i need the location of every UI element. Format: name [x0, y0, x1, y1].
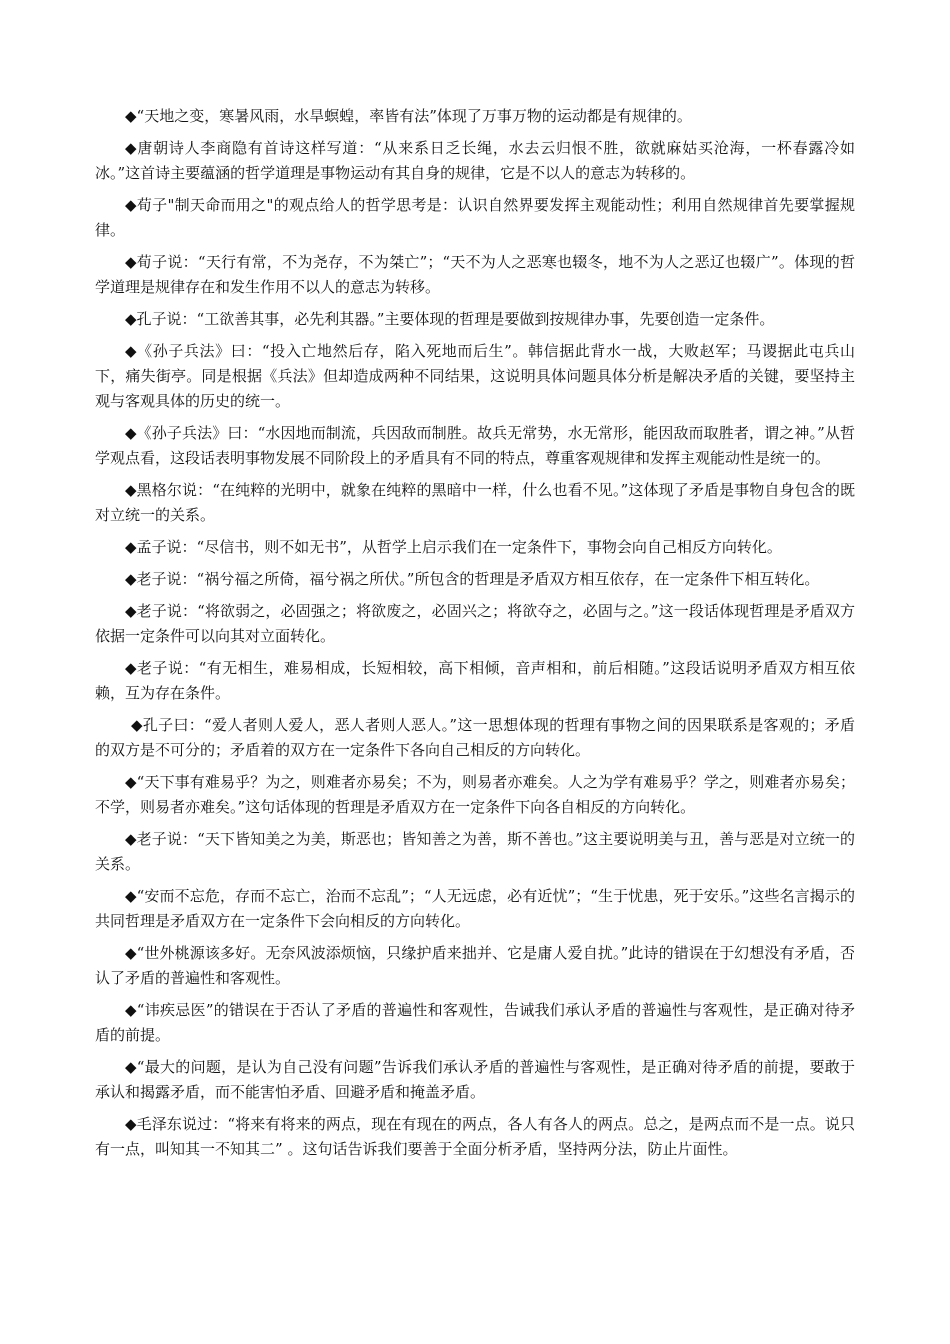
paragraph: ◆孔子说：“工欲善其事，必先利其器。”主要体现的哲理是要做到按规律办事，先要创造一定条件。	[125, 310, 775, 328]
paragraph: ◆老子说：“有无相生，难易相成，长短相较，高下相倾，音声相和，前后相随。”这段话说明矛盾双方相互依赖，互为存在条件。	[95, 659, 855, 702]
paragraph: ◆黑格尔说：“在纯粹的光明中，就象在纯粹的黑暗中一样，什么也看不见。”这体现了矛盾是事物自身包含的既对立统一的关系。	[95, 481, 855, 524]
paragraph: ◆“世外桃源该多好。无奈风波添烦恼，只缘护盾来拙并、它是庸人爱自扰。”此诗的错误在于幻想没有矛盾，否认了矛盾的普遍性和客观性。	[95, 944, 855, 987]
paragraph: ◆荀子说：“天行有常，不为尧存，不为桀亡”；“天不为人之恶寒也辍冬，地不为人之恶辽也辍广”。体现的哲学道理是规律存在和发生作用不以人的意志为转移。	[95, 253, 855, 296]
paragraph: ◆毛泽东说过：“将来有将来的两点，现在有现在的两点，各人有各人的两点。总之，是两点而不是一点。说只有一点，叫知其一不知其二” 。这句话告诉我们要善于全面分析矛盾，坚持两分法，防止片面性。	[95, 1115, 855, 1158]
paragraph: ◆孟子说：“尽信书，则不如无书”，从哲学上启示我们在一定条件下，事物会向自己相反方向转化。	[125, 538, 782, 556]
paragraph: ◆“最大的问题，是认为自己没有问题”告诉我们承认矛盾的普遍性与客观性，是正确对待矛盾的前提，要敢于承认和揭露矛盾，而不能害怕矛盾、回避矛盾和掩盖矛盾。	[95, 1058, 855, 1101]
paragraph: ◆老子说：“将欲弱之，必固强之；将欲废之，必固兴之；将欲夺之，必固与之。”这一段话体现哲理是矛盾双方依据一定条件可以向其对立面转化。	[95, 602, 855, 645]
paragraph: ◆“安而不忘危，存而不忘亡，治而不忘乱”；“人无远虑，必有近忧”；“生于忧患，死于安乐。”这些名言揭示的共同哲理是矛盾双方在一定条件下会向相反的方向转化。	[95, 887, 855, 930]
paragraph: ◆荀子"制天命而用之"的观点给人的哲学思考是：认识自然界要发挥主观能动性；利用自然规律首先要掌握规律。	[95, 196, 855, 239]
paragraph: ◆老子说：“天下皆知美之为美，斯恶也；皆知善之为善，斯不善也。”这主要说明美与丑，善与恶是对立统一的关系。	[95, 830, 855, 873]
paragraph: ◆老子说：“祸兮福之所倚，福兮祸之所伏。”所包含的哲理是矛盾双方相互依存，在一定条件下相互转化。	[125, 570, 820, 588]
paragraph: ◆“天地之变，寒暑风雨，水旱螟蝗，率皆有法”体现了万事万物的运动都是有规律的。	[125, 107, 692, 125]
paragraph: ◆《孙子兵法》曰：“投入亡地然后存，陷入死地而后生”。韩信据此背水一战，大败赵军；马谡据此屯兵山下，痛失街亭。同是根据《兵法》但却造成两种不同结果，这说明具体问题具体分析是解决矛盾的关键，要坚持主观与客观具体的历史的统一。	[95, 342, 855, 410]
paragraph: ◆《孙子兵法》曰：“水因地而制流，兵因敌而制胜。故兵无常势，水无常形，能因敌而取胜者，谓之神。”从哲学观点看，这段话表明事物发展不同阶段上的矛盾具有不同的特点，尊重客观规律和发挥主观能动性是统一的。	[95, 424, 855, 467]
paragraph: ◆“天下事有难易乎？为之，则难者亦易矣；不为，则易者亦难矣。人之为学有难易乎？学之，则难者亦易矣；不学，则易者亦难矣。”这句话体现的哲理是矛盾双方在一定条件下向各自相反的方向转化。	[95, 773, 855, 816]
paragraph: ◆孔子曰：“爱人者则人爱人，恶人者则人恶人。”这一思想体现的哲理有事物之间的因果联系是客观的；矛盾的双方是不可分的；矛盾着的双方在一定条件下各向自己相反的方向转化。	[95, 716, 855, 759]
paragraph: ◆“讳疾忌医”的错误在于否认了矛盾的普遍性和客观性，告诫我们承认矛盾的普遍性与客观性，是正确对待矛盾的前提。	[95, 1001, 855, 1044]
paragraph: ◆唐朝诗人李商隐有首诗这样写道：“从来系日乏长绳，水去云归恨不胜，欲就麻姑买沧海，一杯春露冷如冰。”这首诗主要蕴涵的哲学道理是事物运动有其自身的规律，它是不以人的意志为转移的。	[95, 139, 855, 182]
